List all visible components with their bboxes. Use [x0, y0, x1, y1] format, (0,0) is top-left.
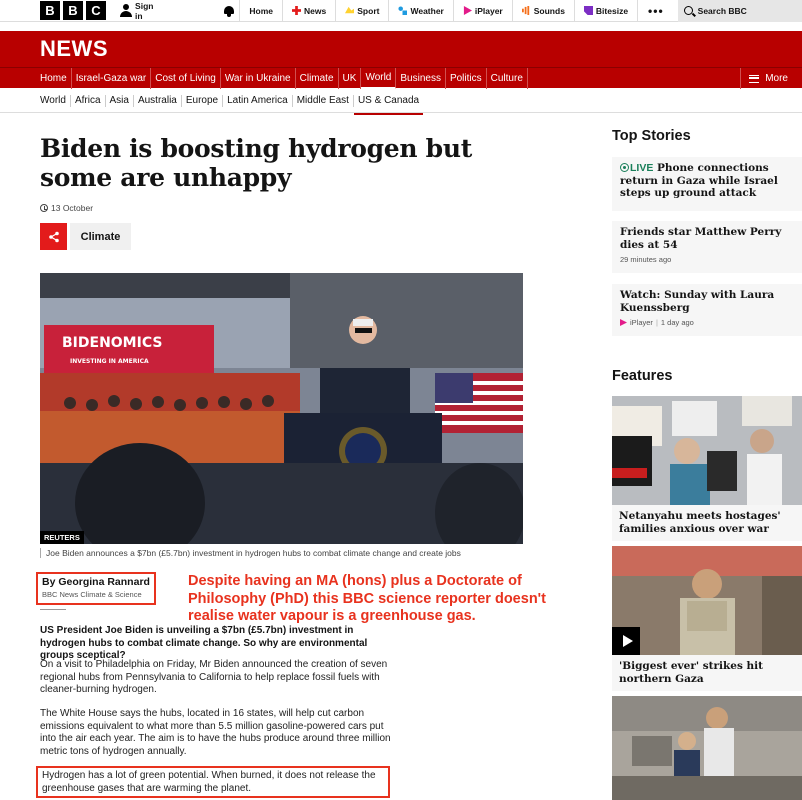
sounds-icon [522, 6, 531, 15]
nav-label: Sounds [533, 5, 565, 16]
feature-card[interactable] [612, 396, 802, 541]
main-nav-item[interactable]: Culture [487, 68, 528, 89]
article-paragraph: On a visit to Philadelphia on Friday, Mr Biden announced the creation of seven regional hubs from Pennsylvania to California to help replace fossil fuels with cleaner-burning hydrogen. [40, 659, 388, 695]
nav-label: Weather [410, 5, 444, 16]
main-nav-item[interactable]: War in Ukraine [221, 68, 296, 89]
feature-photo [612, 546, 802, 655]
feature-image [612, 696, 802, 800]
share-button[interactable] [40, 223, 67, 250]
highlighted-paragraph-box [36, 766, 390, 798]
feature-title: 'Biggest ever' strikes hit northern Gaza [619, 660, 764, 685]
main-nav-item-active[interactable]: World [361, 68, 396, 89]
sub-nav-item[interactable]: Middle East [293, 95, 354, 107]
logo-letter: C [86, 1, 106, 20]
clock-icon [40, 204, 48, 212]
article-date [40, 203, 93, 213]
main-nav-item[interactable]: Business [396, 68, 446, 89]
global-nav-sport[interactable] [335, 0, 388, 22]
nav-label: iPlayer [474, 5, 503, 16]
global-nav-weather[interactable] [388, 0, 452, 22]
story-source: iPlayer [630, 318, 653, 327]
nav-label: News [304, 5, 327, 16]
nav-label: Home [249, 5, 274, 16]
sub-nav-item[interactable]: Asia [106, 95, 134, 107]
nav-label: Bitesize [595, 5, 629, 16]
hero-banner-text: BIDENOMICS [62, 335, 163, 351]
main-nav-item[interactable]: UK [339, 68, 362, 89]
iplayer-icon [463, 6, 472, 15]
sub-nav-item-active[interactable]: US & Canada [354, 95, 423, 107]
search-icon [684, 6, 693, 15]
sign-in-link[interactable] [120, 1, 156, 21]
main-nav-item[interactable]: Politics [446, 68, 487, 89]
date-text: 13 October [51, 203, 94, 213]
feature-photo [612, 696, 802, 800]
sub-nav-item[interactable]: Europe [182, 95, 223, 107]
play-video-icon[interactable] [612, 627, 640, 655]
byline-role: BBC News Climate & Science [42, 590, 142, 599]
main-nav-item[interactable]: Cost of Living [151, 68, 221, 89]
top-story-item[interactable] [612, 284, 802, 336]
main-nav-item[interactable]: Israel-Gaza war [72, 68, 152, 89]
bitesize-icon [584, 6, 593, 15]
article-paragraph: The White House says the hubs, located in 16 states, will help cut carbon emissions equivalent to what more than 5.5 million gasoline-powered cars put into the air each year. The aim is to have the hubs produce around three million metric tons of hydrogen annually. [40, 708, 391, 757]
nav-label: Sport [357, 5, 380, 16]
search-placeholder: Search BBC [697, 5, 747, 16]
global-nav-bitesize[interactable] [574, 0, 637, 22]
article-intro: US President Joe Biden is unveiling a $7bn (£5.7bn) investment in hydrogen hubs to combat climate change. So why are environmental groups sceptical? [40, 625, 368, 661]
hamburger-icon [749, 75, 759, 83]
hero-photo [40, 273, 523, 544]
sub-nav-item[interactable]: Africa [71, 95, 106, 107]
topic-tag-climate[interactable]: Climate [70, 223, 131, 250]
live-icon [620, 163, 629, 172]
news-icon [292, 6, 301, 15]
byline-divider [40, 609, 66, 610]
image-credit: REUTERS [40, 531, 84, 544]
news-logo[interactable]: NEWS [40, 36, 108, 61]
main-nav [0, 67, 802, 88]
red-annotation-text: Despite having an MA (hons) plus a Doctorate of Philosophy (PhD) this BBC science reporter doesn't realise water vapour is a greenhouse gas. [188, 573, 546, 624]
story-headline: Phone connections return in Gaza while Israel steps up ground attack [620, 162, 778, 199]
story-meta [620, 318, 794, 327]
top-stories-heading: Top Stories [612, 128, 691, 144]
global-nav-home[interactable] [239, 0, 282, 22]
weather-icon [398, 6, 407, 15]
sub-nav-item[interactable]: World [0, 95, 71, 107]
story-time: 1 day ago [660, 318, 694, 327]
hero-banner-subtext: INVESTING IN AMERICA [70, 358, 149, 365]
more-services-button[interactable]: ••• [637, 0, 674, 22]
feature-title: Netanyahu meets hostages' families anxious over war [619, 510, 781, 535]
more-label: More [765, 73, 788, 84]
story-headline: Watch: Sunday with Laura Kuenssberg [620, 289, 775, 314]
global-nav-sounds[interactable] [512, 0, 574, 22]
byline-box [36, 572, 156, 605]
sub-nav [0, 89, 802, 113]
global-nav-news[interactable] [282, 0, 335, 22]
more-menu-button[interactable] [740, 68, 788, 89]
feature-image [612, 396, 802, 505]
global-header [0, 0, 802, 22]
iplayer-icon [620, 319, 627, 326]
feature-card[interactable] [612, 546, 802, 691]
hero-image [40, 273, 523, 544]
article-headline: Biden is boosting hydrogen but some are unhappy [40, 134, 472, 192]
feature-photo [612, 396, 802, 505]
sub-nav-item[interactable]: Australia [134, 95, 182, 107]
image-caption: Joe Biden announces a $7bn (£5.7bn) investment in hydrogen hubs to combat climate change and create jobs [40, 548, 523, 558]
top-story-title [620, 162, 794, 200]
story-timestamp [620, 255, 794, 264]
main-nav-item[interactable]: Climate [296, 68, 339, 89]
news-banner [0, 31, 802, 67]
logo-letter: B [63, 1, 83, 20]
logo-letter: B [40, 1, 60, 20]
bbc-logo[interactable] [40, 1, 106, 20]
top-story-item[interactable] [612, 157, 802, 211]
feature-image [612, 546, 802, 655]
user-icon [120, 4, 129, 17]
story-time: 29 minutes ago [620, 255, 672, 264]
article-paragraph: Hydrogen has a lot of green potential. When burned, it does not release the greenhouse gases that are warming the planet. [42, 770, 376, 794]
meta-separator: | [655, 318, 658, 327]
sign-in-label: Sign in [135, 0, 154, 21]
share-icon [48, 231, 60, 243]
feature-card[interactable] [612, 696, 802, 800]
sub-nav-item[interactable]: Latin America [223, 95, 293, 107]
sport-icon [345, 6, 354, 15]
features-heading: Features [612, 368, 673, 384]
byline-author: By Georgina Rannard [42, 576, 150, 588]
main-nav-item[interactable]: Home [0, 68, 72, 89]
global-nav-iplayer[interactable] [453, 0, 512, 22]
global-nav [239, 0, 802, 22]
top-story-item[interactable] [612, 221, 802, 273]
search-box[interactable] [678, 0, 802, 22]
live-badge: LIVE [630, 162, 654, 174]
story-headline: Friends star Matthew Perry dies at 54 [620, 226, 782, 251]
